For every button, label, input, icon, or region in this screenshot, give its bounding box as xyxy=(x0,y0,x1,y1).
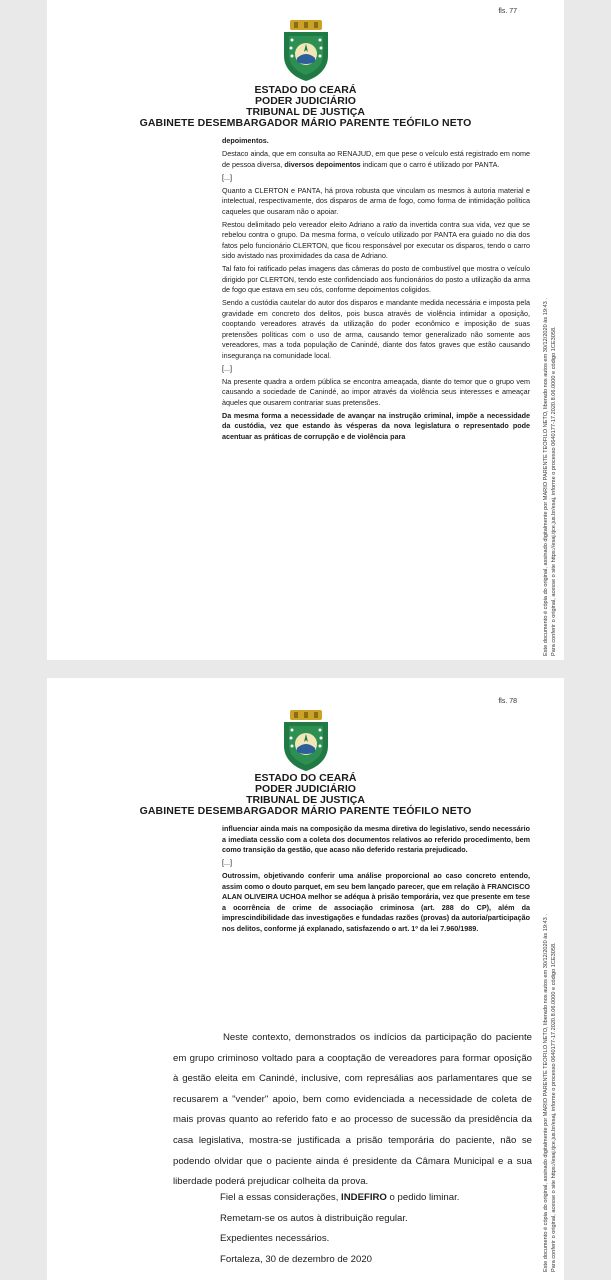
quote-ellipsis: [...] xyxy=(222,858,232,867)
quote-paragraph: Na presente quadra a ordem pública se encontra ameaçada, diante do temor que o grupo vem causando a sociedade de Canindé, ao impor através da violência seus interesses e ameaçar àqueles que ousarem contrariar suas pretensões. xyxy=(222,376,530,407)
quoted-decision-text xyxy=(222,136,530,445)
quote-paragraph: Quanto a CLERTON e PANTA, há prova robusta que vinculam os mesmos à autoria material e intelectual, respectivamente, dos disparos de arma de fogo, como forma de intimidação política caqueles que ousaram não o apoiar. xyxy=(222,185,530,216)
place-date-line: Fortaleza, 30 de dezembro de 2020 xyxy=(220,1253,373,1265)
quote-paragraph: Destaco ainda, que em consulta ao RENAJUD, em que pese o veículo está registrado em nome de pessoa diversa, diversos depoimentos indicam que o carro é utilizado por PANTA. xyxy=(222,149,530,169)
folio-number: fls. 77 xyxy=(498,8,517,15)
quote-paragraph: Restou delimitado pelo vereador eleito Adriano a ratio da invertida contra sua vida, vez que se rebelou contra o grupo. Da mesma forma, o veículo utilizado por PANTA era guiado no dia dos fatos pelo funcionário CLERTON, que ficou responsável por executar os disparos, tendo o carro sido avistado nas proximidades da casa de Adriano. xyxy=(222,219,530,260)
quote-paragraph: influenciar ainda mais na composição da mesma diretiva do legislativo, sendo necessário a imediata cessão com a coleta dos documentos relativos ao referido procedimento, bem como transição da gestão, que acaso não deferido restaria prejudicado. xyxy=(222,824,530,854)
header-judiciary: PODER JUDICIÁRIO xyxy=(255,95,356,107)
ruling-line: Fiel a essas considerações, INDEFIRO o pedido liminar. xyxy=(220,1192,460,1203)
dispatch-line: Expedientes necessários. xyxy=(220,1233,330,1245)
quoted-decision-text xyxy=(222,824,530,937)
ceara-coat-of-arms-icon xyxy=(280,710,332,772)
quote-ellipsis: [...] xyxy=(222,363,232,373)
page-header xyxy=(47,773,564,817)
quote-paragraph: Sendo a custódia cautelar do autor dos disparos e mandante medida necessária e imposta pela gravidade em concreto dos delitos, pois busca através de violência intimidar a oposição, cooptando vereadores através da utilização do poder econômico e imposição de suas pretensões políticas com o uso de arma, causando temor generalizado não somente aos vereadores, mas a toda população de Canindé, diante dos fatos graves que estão causando insegurança na comunidade local. xyxy=(222,298,530,360)
quote-paragraph: Da mesma forma a necessidade de avançar na instrução criminal, impõe a necessidade da custódia, vez que estando às vésperas da nova legislatura o representado pode acentuar as práticas de corrupção e de violência para xyxy=(222,410,530,441)
referral-line: Remetam-se os autos à distribuição regular. xyxy=(220,1212,408,1224)
header-court: TRIBUNAL DE JUSTIÇA xyxy=(246,794,365,806)
quote-paragraph: depoimentos. xyxy=(222,136,269,145)
quote-ellipsis: [...] xyxy=(222,172,232,182)
header-state: ESTADO DO CEARÁ xyxy=(254,772,357,784)
quote-paragraph: Tal fato foi ratificado pelas imagens das câmeras do posto de combustível que mostra o veículo dirigido por CLERTON, tendo este confidenciado aos funcionários do posto a utilização da arma de fogo que estava em seu cós, conforme depoimentos coligidos. xyxy=(222,264,530,294)
document-page-77 xyxy=(47,0,564,660)
folio-number: fls. 78 xyxy=(498,698,517,705)
ceara-coat-of-arms-icon xyxy=(280,20,332,82)
header-office: GABINETE DESEMBARGADOR MÁRIO PARENTE TEÓFILO NETO xyxy=(139,805,472,817)
decision-paragraph: Neste contexto, demonstrados os indícios da participação do paciente em grupo criminoso voltado para a cooptação de vereadores para formar oposição à gestão eleita em Canindé, inclusive, com represálias aos parlamentares que se recusarem a "vender" apoio, bem como evidenciada a necessidade de coleta de mais provas quanto ao referido fato e ao processo de sucessão da presidência da casa legislativa, mostra-se justificada a prisão temporária do paciente, não se podendo olvidar que o paciente ainda é presidente da Câmara Municipal e a sua liberdade poderá prejudicar colheita da prova. xyxy=(173,1032,532,1188)
document-page-78 xyxy=(47,678,564,1280)
header-judiciary: PODER JUDICIÁRIO xyxy=(255,783,356,795)
quote-paragraph: Outrossim, objetivando conferir uma análise proporcional ao caso concreto entendo, assim como o douto parquet, em seu bem lançado parecer, que em relação à FRANCISCO ALAN OLIVEIRA UCHOA melhor se adéqua à prisão temporária, vez que presente em tese a ocorrência de crime de associação criminosa (art. 288 do CP), além da imprescindibilidade das investigações e fundadas razões (provas) da autoria/participação nos delitos, conforme já explanado, satisfazendo o art. 1º da lei 7.960/1989. xyxy=(222,871,530,933)
header-office: GABINETE DESEMBARGADOR MÁRIO PARENTE TEÓFILO NETO xyxy=(139,117,472,129)
header-court: TRIBUNAL DE JUSTIÇA xyxy=(246,106,365,118)
header-state: ESTADO DO CEARÁ xyxy=(254,84,357,96)
page-header xyxy=(47,85,564,129)
decision-closing xyxy=(220,1188,459,1270)
